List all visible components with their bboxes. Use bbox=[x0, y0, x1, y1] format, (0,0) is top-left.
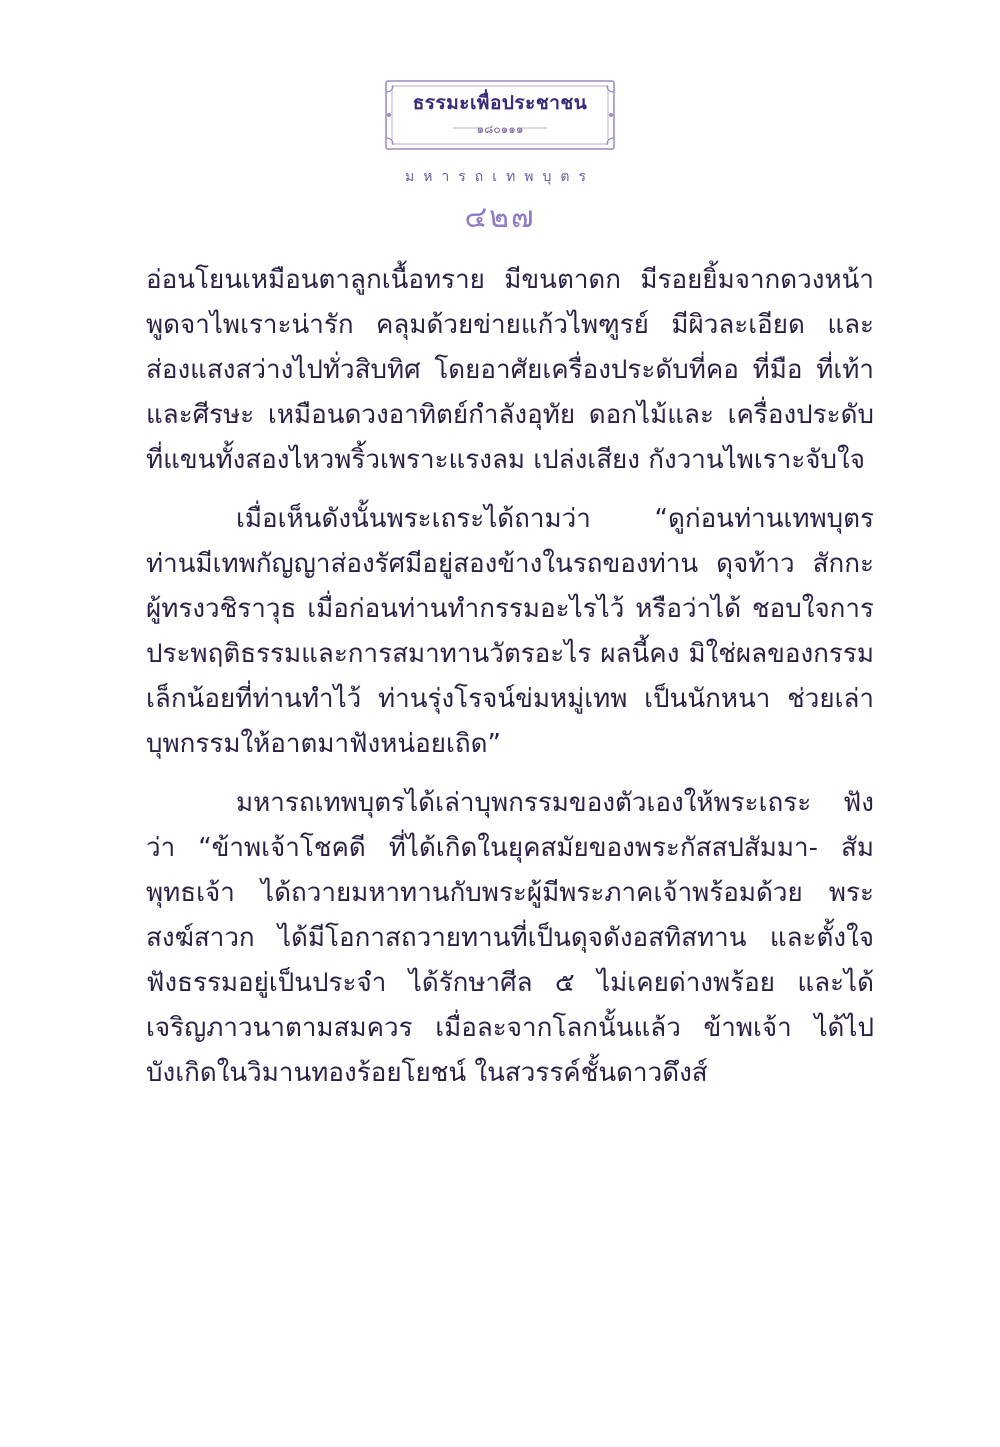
logo-subtitle: ๑๘๐๑๑๑ bbox=[476, 122, 524, 136]
chapter-title: มหารถเทพบุตร bbox=[404, 169, 596, 185]
page-number: ๔๒๗ bbox=[464, 200, 536, 235]
paragraph-1: อ่อนโยนเหมือนตาลูกเนื้อทราย มีขนตาดก มีรอยยิ้มจากดวงหน้า พูดจาไพเราะน่ารัก คลุมด้วยข่ายแก้วไพฑูรย์ มีผิวละเอียด และส่องแสงสว่างไปทั่วสิบทิศ โดยอาศัยเครื่องประดับที่คอ ที่มือ ที่เท้าและศีรษะ เหมือนดวงอาทิตย์กำลังอุทัย ดอกไม้และ เครื่องประดับที่แขนทั้งสองไหวพริ้วเพราะแรงลม เปล่งเสียง กังวานไพเราะจับใจ bbox=[146, 265, 874, 475]
page-header bbox=[0, 78, 1000, 241]
paragraph-2: เมื่อเห็นดังนั้นพระเถระได้ถามว่า “ดูก่อนท่านเทพบุตร ท่านมีเทพกัญญาส่องรัศมีอยู่สองข้างในรถของท่าน ดุจท้าว สักกะผู้ทรงวชิราวุธ เมื่อก่อนท่านทำกรรมอะไรไว้ หรือว่าได้ ชอบใจการประพฤติธรรมและการสมาทานวัตรอะไร ผลนี้คง มิใช่ผลของกรรมเล็กน้อยที่ท่านทำไว้ ท่านรุ่งโรจน์ข่มหมู่เทพ เป็นนักหนา ช่วยเล่าบุพกรรมให้อาตมาฟังหน่อยเถิด” bbox=[146, 504, 874, 759]
book-logo bbox=[383, 78, 617, 152]
body-text bbox=[146, 258, 874, 1110]
logo-title: ธรรมะเพื่อประชาชน bbox=[412, 92, 588, 114]
paragraph-3: มหารถเทพบุตรได้เล่าบุพกรรมของตัวเองให้พระเถระ ฟังว่า “ข้าพเจ้าโชคดี ที่ได้เกิดในยุคสมัยของพระกัสสปสัมมา- สัมพุทธเจ้า ได้ถวายมหาทานกับพระผู้มีพระภาคเจ้าพร้อมด้วย พระสงฆ์สาวก ได้มีโอกาสถวายทานที่เป็นดุจดังอสทิสทาน และตั้งใจฟังธรรมอยู่เป็นประจำ ได้รักษาศีล ๕ ไม่เคยด่างพร้อย และได้เจริญภาวนาตามสมควร เมื่อละจากโลกนั้นแล้ว ข้าพเจ้า ได้ไปบังเกิดในวิมานทองร้อยโยชน์ ในสวรรค์ชั้นดาวดึงส์ bbox=[146, 788, 874, 1088]
